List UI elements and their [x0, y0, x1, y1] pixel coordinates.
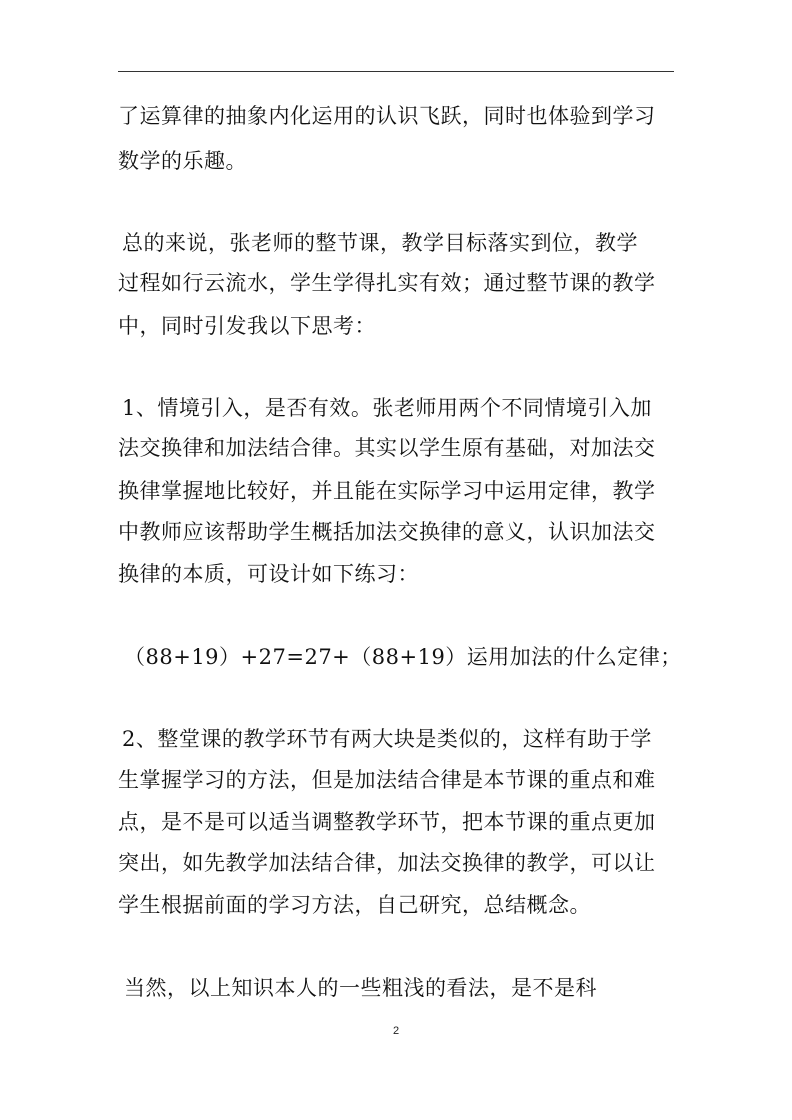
text-line: 中，同时引发我以下思考： [118, 314, 376, 338]
text-line: 1、情境引入，是否有效。张老师用两个不同情境引入加 [122, 396, 652, 420]
text-line: 过程如行云流水，学生学得扎实有效；通过整节课的教学 [118, 271, 656, 295]
text-line: 换律掌握地比较好，并且能在实际学习中运用定律，教学 [118, 479, 656, 503]
text-line: 法交换律和加法结合律。其实以学生原有基础，对加法交 [118, 436, 656, 460]
text-line: （88+19）+27=27+（88+19）运用加法的什么定律； [124, 645, 682, 669]
text-line: 2、整堂课的教学环节有两大块是类似的，这样有助于学 [122, 727, 652, 751]
text-line: 突出，如先教学加法结合律，加法交换律的教学，可以让 [118, 851, 656, 875]
text-line: 生掌握学习的方法，但是加法结合律是本节课的重点和难 [118, 768, 656, 792]
text-line: 了运算律的抽象内化运用的认识飞跃，同时也体验到学习 [118, 104, 656, 128]
text-line: 当然，以上知识本人的一些粗浅的看法，是不是科 [124, 976, 597, 1000]
text-line: 数学的乐趣。 [118, 149, 247, 173]
text-line: 中教师应该帮助学生概括加法交换律的意义，认识加法交 [118, 520, 656, 544]
header-rule [118, 71, 674, 72]
text-line: 学生根据前面的学习方法，自己研究，总结概念。 [118, 893, 591, 917]
text-line: 换律的本质，可设计如下练习： [118, 562, 419, 586]
page-number: 2 [392, 1025, 400, 1037]
text-line: 点，是不是可以适当调整教学环节，把本节课的重点更加 [118, 810, 656, 834]
text-line: 总的来说，张老师的整节课，教学目标落实到位，教学 [122, 231, 638, 255]
